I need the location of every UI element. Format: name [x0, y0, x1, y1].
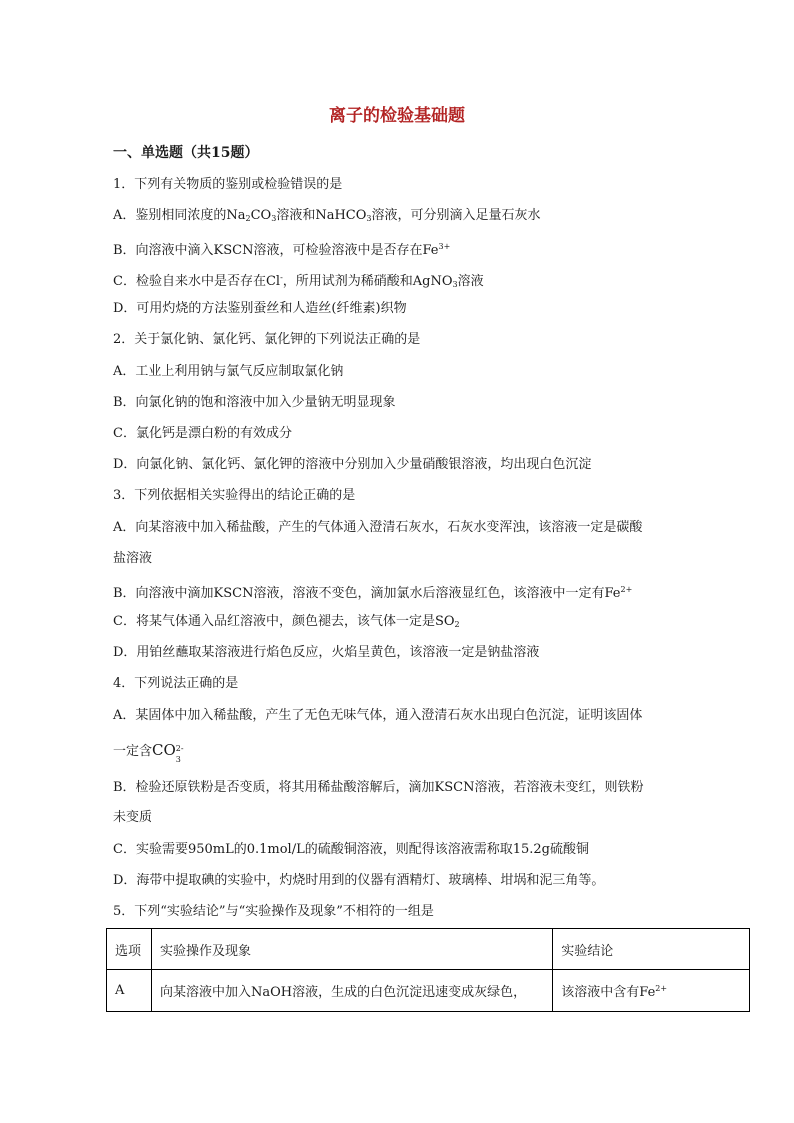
- question-3-option-d: D．用铂丝蘸取某溶液进行焰色反应，火焰呈黄色，该溶液一定是钠盐溶液: [113, 645, 540, 660]
- question-4-option-a: A．某固体中加入稀盐酸，产生了无色无味气体，通入澄清石灰水出现白色沉淀，证明该固体: [113, 708, 643, 723]
- question-4-option-c: C．实验需要950mL的0.1mol/L的硫酸铜溶液，则配得该溶液需称取15.2g硫酸铜: [113, 842, 589, 857]
- table-row: [107, 970, 750, 1012]
- question-5-stem: 5．下列“实验结论”与“实验操作及现象”不相符的一组是: [113, 904, 434, 919]
- question-3-stem: 3．下列依据相关实验得出的结论正确的是: [113, 488, 356, 503]
- question-1-stem: 1．下列有关物质的鉴别或检验错误的是: [113, 177, 343, 192]
- question-5-table: [106, 928, 750, 1012]
- question-4-option-b: B．检验还原铁粉是否变质，将其用稀盐酸溶解后，滴加KSCN溶液，若溶液未变红，则铁粉: [113, 780, 644, 795]
- question-1-option-a: A．鉴别相同浓度的$Na_2CO_3$溶液和NaHCO$_3$溶液，可分别滴入足量石灰水: [113, 208, 541, 223]
- table-cell-conclusion: 该溶液中含有$Fe^{2+}$: [553, 970, 750, 1012]
- table-header-conclusion: 实验结论: [553, 929, 750, 970]
- document-title: 离子的检验基础题: [329, 106, 465, 126]
- table-header-row: [107, 929, 750, 970]
- question-2-option-b: B．向氯化钠的饱和溶液中加入少量钠无明显现象: [113, 395, 396, 410]
- question-1-option-d: D．可用灼烧的方法鉴别蚕丝和人造丝(纤维素)织物: [113, 301, 407, 316]
- question-3-option-c: C．将某气体通入品红溶液中，颜色褪去，该气体一定是$SO_2$: [113, 614, 460, 629]
- table-cell-operation: 向某溶液中加入NaOH溶液，生成的白色沉淀迅速变成灰绿色，: [151, 970, 552, 1012]
- table-cell-option: A: [107, 970, 152, 1012]
- question-2-option-c: C．氯化钙是漂白粉的有效成分: [113, 426, 292, 441]
- question-2-option-a: A．工业上利用钠与氯气反应制取氯化钠: [113, 364, 344, 379]
- question-4-option-b-continued: 未变质: [113, 810, 153, 825]
- question-2-option-d: D．向氯化钠、氯化钙、氯化钾的溶液中分别加入少量硝酸银溶液，均出现白色沉淀: [113, 457, 592, 472]
- question-3-option-b: B．向溶液中滴加KSCN溶液，溶液不变色，滴加氯水后溶液显红色，该溶液中一定有$Fe^{2+}$: [113, 585, 633, 601]
- section-header: 一、单选题（共15题）: [113, 145, 259, 161]
- table-header-operation: 实验操作及现象: [151, 929, 552, 970]
- carbonate-formula: CO 2- 3: [152, 741, 184, 764]
- question-2-stem: 2．关于氯化钠、氯化钙、氯化钾的下列说法正确的是: [113, 332, 421, 347]
- question-4-option-a-continued: 一定含CO 2- 3: [113, 741, 184, 764]
- question-3-option-a-continued: 盐溶液: [113, 551, 153, 566]
- question-1-option-b: B．向溶液中滴入KSCN溶液，可检验溶液中是否存在$Fe^{3+}$: [113, 242, 451, 258]
- question-1-option-c: C．检验自来水中是否存在Cl-，所用试剂为稀硝酸和AgNO$_3$溶液: [113, 273, 484, 289]
- table-header-option: 选项: [107, 929, 152, 970]
- question-4-option-d: D．海带中提取碘的实验中，灼烧时用到的仪器有酒精灯、玻璃棒、坩埚和泥三角等。: [113, 873, 605, 888]
- question-4-stem: 4．下列说法正确的是: [113, 676, 239, 691]
- question-3-option-a: A．向某溶液中加入稀盐酸，产生的气体通入澄清石灰水，石灰水变浑浊，该溶液一定是碳酸: [113, 520, 643, 535]
